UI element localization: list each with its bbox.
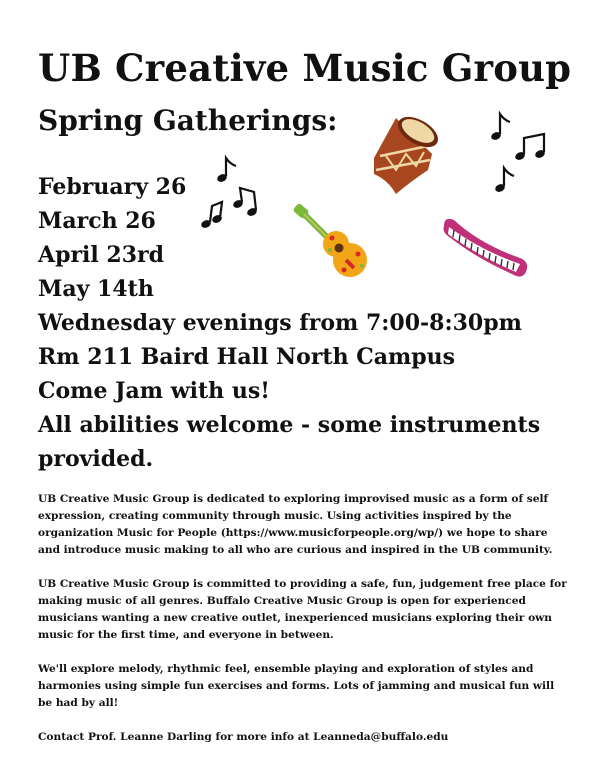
date-1: February 26 <box>38 174 187 200</box>
description-paragraph-1: UB Creative Music Group is dedicated to exploring improvised music as a form of self expression, creating community through music. Using activities inspired by the organization Music for People (https://www.musicforpeople.org/wp/) we hope to share and introduce music making to all who are curious and inspired in the UB community. <box>38 493 553 556</box>
drum-icon <box>366 112 446 196</box>
poster-subtitle: Spring Gatherings: <box>38 104 338 137</box>
date-2: March 26 <box>38 208 156 234</box>
music-notes-icon-left <box>196 156 268 232</box>
description-paragraph-3: We'll explore melody, rhythmic feel, ensemble playing and exploration of styles and harmonies using simple fun exercises and forms. Lots of jamming and musical fun will be had by all! <box>38 663 555 709</box>
contact-line: Contact Prof. Leanne Darling for more info at Leanneda@buffalo.edu <box>38 731 449 743</box>
meeting-time: Wednesday evenings from 7:00-8:30pm <box>38 310 522 336</box>
date-4: May 14th <box>38 276 154 302</box>
keyboard-icon <box>440 214 532 280</box>
description-paragraph-2: UB Creative Music Group is committed to providing a safe, fun, judgement free place for making music of all genres. Buffalo Creative Music Group is open for experienced musicians wanting a new creative outlet, inexperienced musicians exploring their own music for the first time, and everyone in between. <box>38 578 567 641</box>
description-section <box>38 491 570 746</box>
invite-line: Come Jam with us! <box>38 378 270 404</box>
meeting-location: Rm 211 Baird Hall North Campus <box>38 344 456 370</box>
date-3: April 23rd <box>38 242 165 268</box>
poster-title: UB Creative Music Group <box>38 46 572 90</box>
abilities-line: All abilities welcome - some instruments provided. <box>38 412 541 472</box>
ukulele-icon <box>292 204 372 280</box>
music-notes-icon-right <box>488 110 552 196</box>
